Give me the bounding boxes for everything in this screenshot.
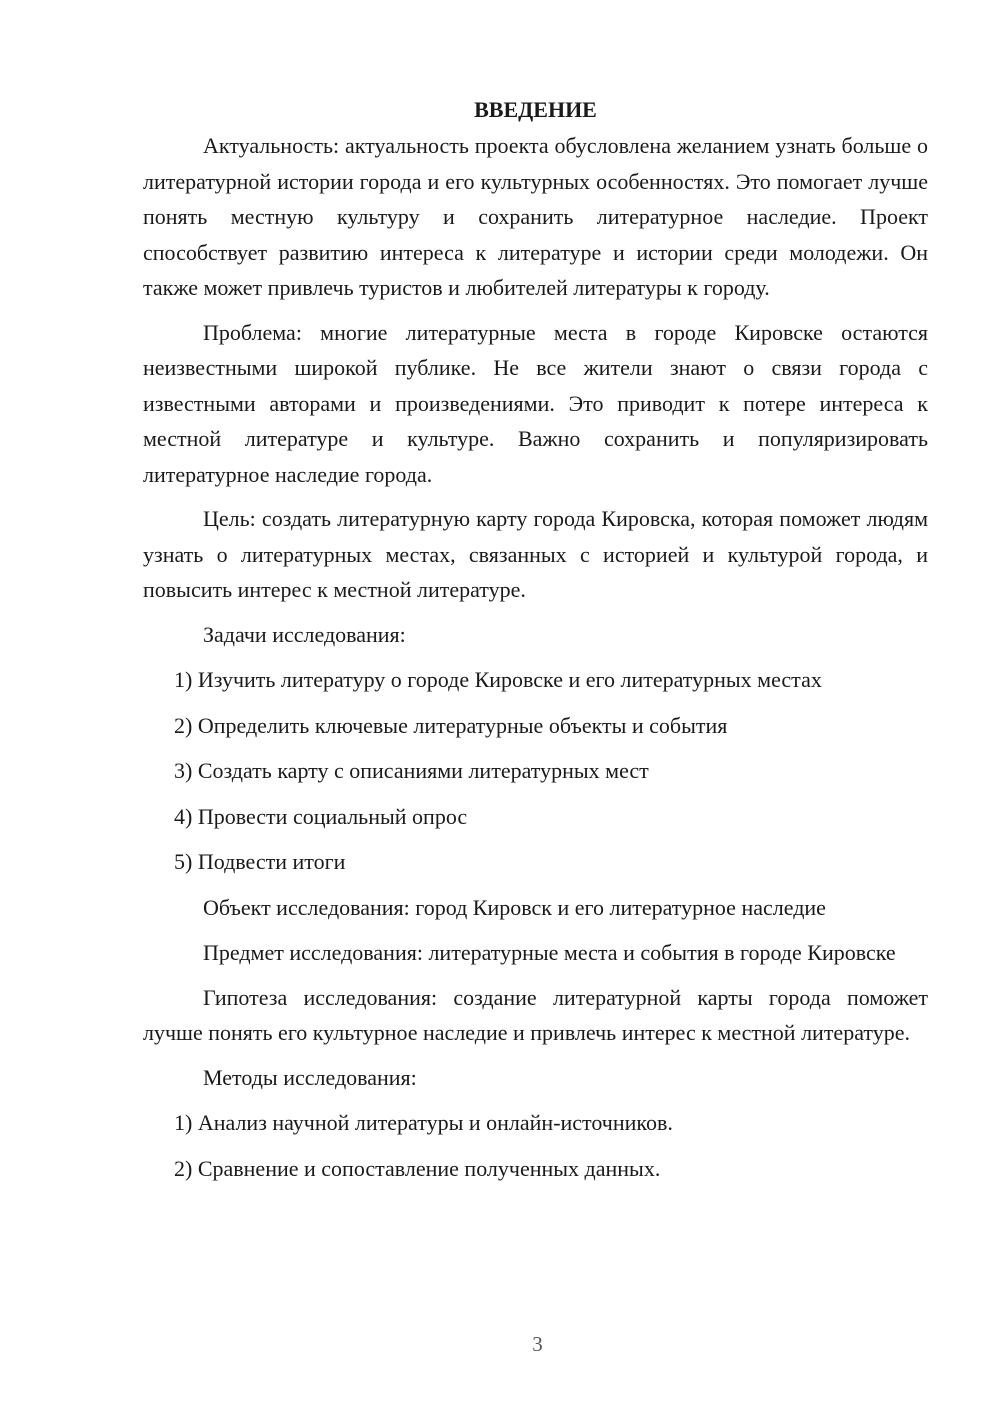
page-number: 3 [532, 1332, 543, 1356]
methods-heading: Методы исследования: [203, 1064, 417, 1090]
problem-paragraph: Проблема: многие литературные места в городе Кировске остаются неизвестными широкой публике. Не все жители знают о связи города с известными авторами и произведениями. Это приводит к потере интереса к местной литературе и культуре. Важно сохранить и популяризировать литературное наследие города. [143, 319, 928, 487]
goal-paragraph: Цель: создать литературную карту города Кировска, которая поможет людям узнать о литературных местах, связанных с историей и культурой города, и повысить интерес к местной литературе. [143, 506, 928, 602]
relevance-paragraph: Актуальность: актуальность проекта обусловлена желанием узнать больше о литературной истории города и его культурных особенностях. Это помогает лучше понять местную культуру и сохранить литературное наследие. Проект способствует развитию интереса к литературе и истории среди молодежи. Он также может привлечь туристов и любителей литературы к городу. [143, 133, 928, 300]
tasks-heading: Задачи исследования: [203, 621, 406, 647]
document-page [143, 92, 928, 1186]
page-title: ВВЕДЕНИЕ [474, 97, 597, 122]
subject-paragraph: Предмет исследования: литературные места и события в городе Кировске [203, 940, 896, 965]
method-item-1: 1) Анализ научной литературы и онлайн-источников. [174, 1110, 673, 1135]
method-item-2: 2) Сравнение и сопоставление полученных данных. [174, 1155, 661, 1181]
task-item-5: 5) Подвести итоги [174, 849, 346, 874]
task-item-4: 4) Провести социальный опрос [174, 803, 468, 829]
object-paragraph: Объект исследования: город Кировск и его литературное наследие [203, 894, 826, 920]
task-item-3: 3) Создать карту с описаниями литературных мест [174, 758, 649, 783]
task-item-1: 1) Изучить литературу о городе Кировске и его литературных местах [174, 667, 822, 692]
task-item-2: 2) Определить ключевые литературные объекты и события [174, 712, 728, 738]
hypothesis-paragraph: Гипотеза исследования: создание литературной карты города поможет лучше понять его культурное наследие и привлечь интерес к местной литературе. [143, 984, 928, 1045]
